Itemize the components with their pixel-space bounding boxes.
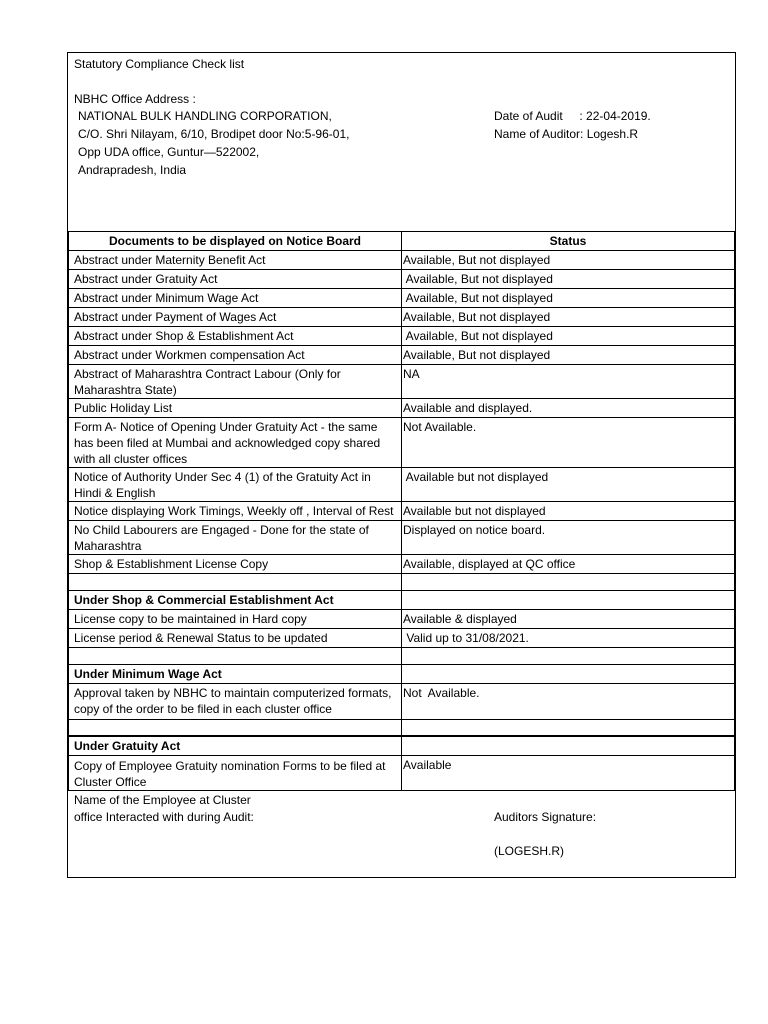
table-row xyxy=(69,327,735,346)
status-cell: Available, But not displayed xyxy=(402,346,735,365)
document-cell: Abstract under Gratuity Act xyxy=(69,270,402,289)
table-row xyxy=(69,308,735,327)
document-cell: Abstract of Maharashtra Contract Labour (Only for Maharashtra State) xyxy=(69,365,402,399)
table-row xyxy=(69,610,735,629)
status-cell: Available, But not displayed xyxy=(402,251,735,270)
document-cell: Abstract under Minimum Wage Act xyxy=(69,289,402,308)
name-of-auditor: Name of Auditor: Logesh.R xyxy=(494,127,639,141)
status-cell: Available, But not displayed xyxy=(402,327,735,346)
employee-label-line-1: Name of the Employee at Cluster xyxy=(74,793,251,807)
section-heading-shop: Under Shop & Commercial Establishment Act xyxy=(69,591,402,610)
table-row xyxy=(69,251,735,270)
signature-footer xyxy=(68,735,735,879)
table-row xyxy=(69,270,735,289)
table-row xyxy=(69,289,735,308)
status-cell: Available but not displayed xyxy=(402,502,735,521)
status-cell: Available, But not displayed xyxy=(402,270,735,289)
spacer-row xyxy=(69,648,735,665)
office-address-label: NBHC Office Address : xyxy=(74,92,196,106)
status-cell: Available, But not displayed xyxy=(402,308,735,327)
document-cell: Notice displaying Work Timings, Weekly off , Interval of Rest xyxy=(69,502,402,521)
document-cell: Notice of Authority Under Sec 4 (1) of the Gratuity Act in Hindi & English xyxy=(69,468,402,502)
document-header xyxy=(68,53,735,231)
address-line-4: Andrapradesh, India xyxy=(78,163,187,177)
document-cell: License period & Renewal Status to be updated xyxy=(69,629,402,648)
table-row xyxy=(69,346,735,365)
auditor-signature-label: Auditors Signature: xyxy=(494,810,597,824)
table-row xyxy=(69,629,735,648)
document-cell: Abstract under Maternity Benefit Act xyxy=(69,251,402,270)
status-cell: Not Available. xyxy=(402,684,735,720)
document-cell: Abstract under Workmen compensation Act xyxy=(69,346,402,365)
section-heading-row xyxy=(69,665,735,684)
table-row xyxy=(69,502,735,521)
document-cell: No Child Labourers are Engaged - Done for the state of Maharashtra xyxy=(69,521,402,555)
status-cell: Valid up to 31/08/2021. xyxy=(402,629,735,648)
document-cell: Abstract under Shop & Establishment Act xyxy=(69,327,402,346)
section-heading-gratuity: Under Gratuity Act xyxy=(69,737,402,756)
date-of-audit: Date of Audit : 22-04-2019. xyxy=(494,109,651,123)
status-cell: Available & displayed xyxy=(402,610,735,629)
status-cell: Available but not displayed xyxy=(402,468,735,502)
address-line-3: Opp UDA office, Guntur—522002, xyxy=(78,145,260,159)
table-row xyxy=(69,418,735,468)
column-header-documents: Documents to be displayed on Notice Board xyxy=(69,232,402,251)
document-cell: Form A- Notice of Opening Under Gratuity Act - the same has been filed at Mumbai and acknowledged copy shared with all cluster offices xyxy=(69,418,402,468)
spacer-row xyxy=(69,720,735,737)
document-title: Statutory Compliance Check list xyxy=(74,57,245,71)
document-cell: Copy of Employee Gratuity nomination Forms to be filed at Cluster Office xyxy=(69,756,402,791)
address-line-1: NATIONAL BULK HANDLING CORPORATION, xyxy=(78,109,332,123)
document-cell: Shop & Establishment License Copy xyxy=(69,555,402,574)
spacer-row xyxy=(69,574,735,591)
status-cell: Displayed on notice board. xyxy=(402,521,735,555)
address-line-2: C/O. Shri Nilayam, 6/10, Brodipet door No:5-96-01, xyxy=(78,127,350,141)
section-heading-row xyxy=(69,591,735,610)
column-header-status: Status xyxy=(402,232,735,251)
table-row xyxy=(69,521,735,555)
status-cell: NA xyxy=(402,365,735,399)
status-cell: Available, displayed at QC office xyxy=(402,555,735,574)
status-cell: Not Available. xyxy=(402,418,735,468)
table-row xyxy=(69,468,735,502)
document-cell: Approval taken by NBHC to maintain computerized formats, copy of the order to be filed in each cluster office xyxy=(69,684,402,720)
auditor-name: (LOGESH.R) xyxy=(494,844,565,858)
document-cell: Abstract under Payment of Wages Act xyxy=(69,308,402,327)
document-cell: License copy to be maintained in Hard copy xyxy=(69,610,402,629)
employee-label-line-2: office Interacted with during Audit: xyxy=(74,810,254,824)
table-row xyxy=(69,365,735,399)
compliance-table xyxy=(68,231,735,791)
table-row xyxy=(69,684,735,720)
document-cell: Public Holiday List xyxy=(69,399,402,418)
table-header-row xyxy=(69,232,735,251)
status-cell: Available, But not displayed xyxy=(402,289,735,308)
table-row xyxy=(69,555,735,574)
table-row xyxy=(69,399,735,418)
checklist-sheet xyxy=(67,52,736,878)
status-cell: Available and displayed. xyxy=(402,399,735,418)
status-cell: Available xyxy=(402,756,735,791)
section-heading-wage: Under Minimum Wage Act xyxy=(69,665,402,684)
